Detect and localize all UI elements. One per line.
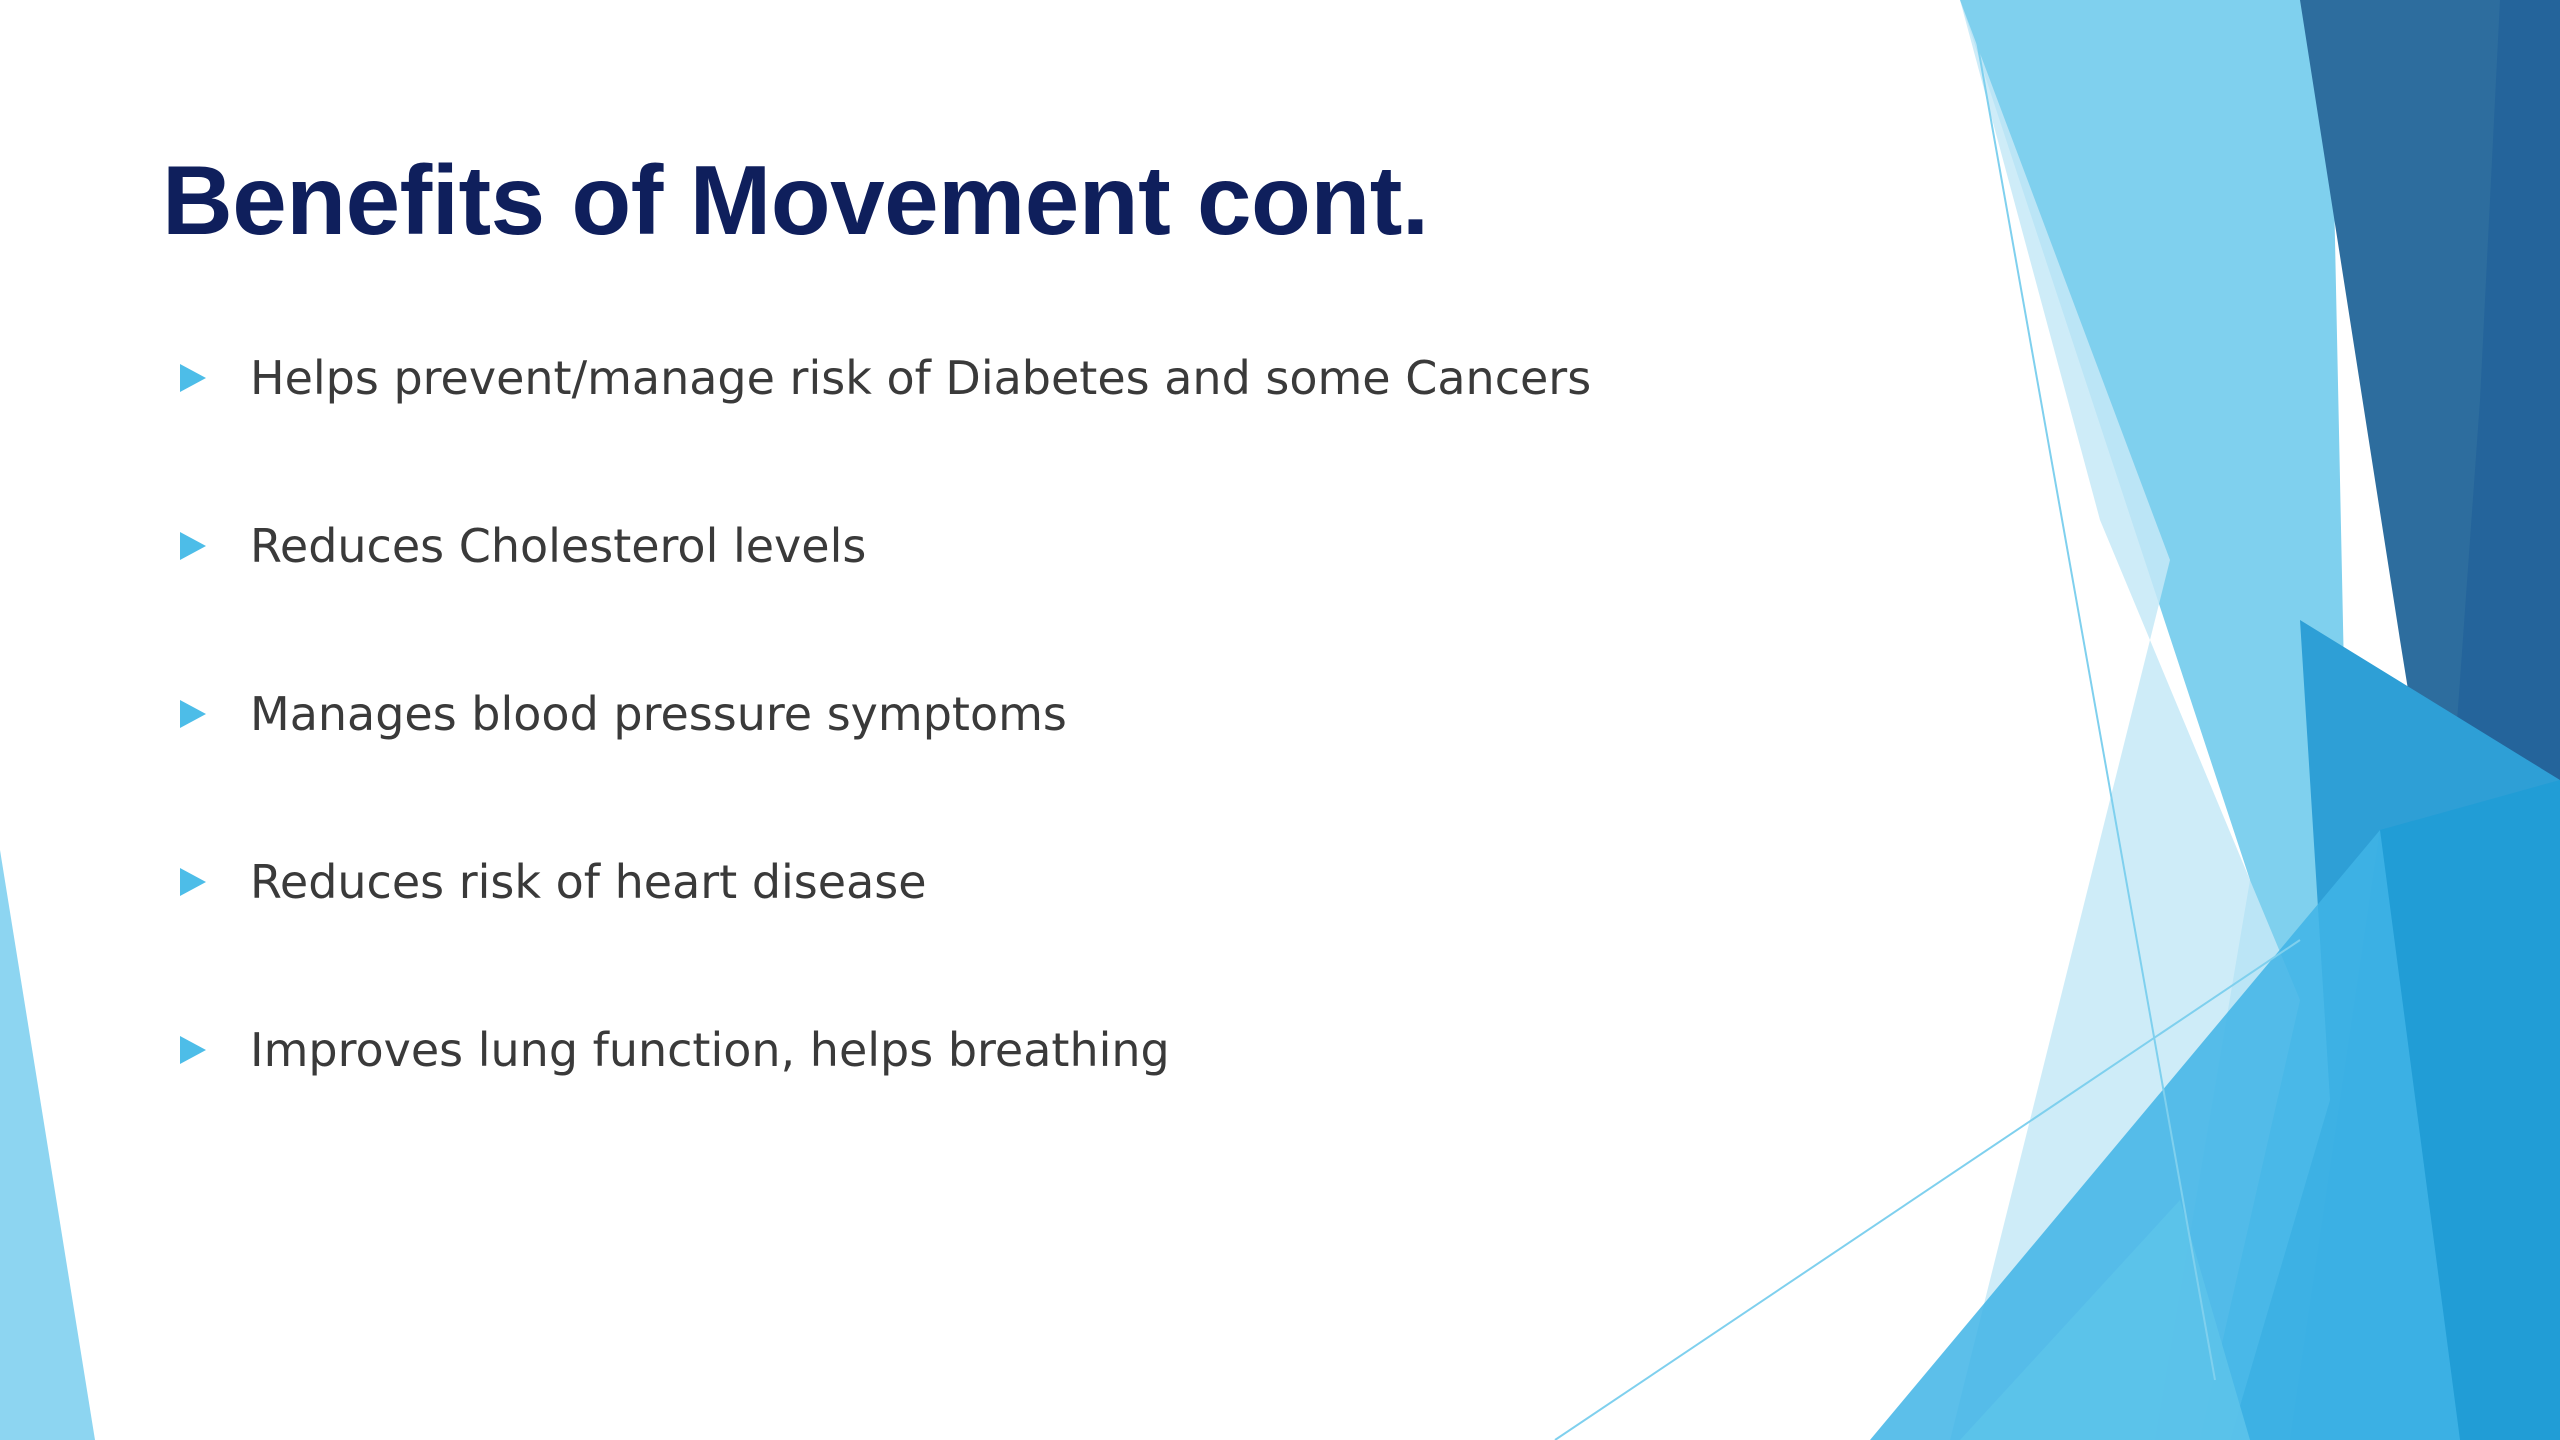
bullet-text: Helps prevent/manage risk of Diabetes and some Cancers <box>250 351 1592 405</box>
bullet-text: Improves lung function, helps breathing <box>250 1023 1170 1077</box>
bullet-item <box>176 1008 1591 1092</box>
bullet-item <box>176 672 1591 756</box>
bullet-text: Reduces Cholesterol levels <box>250 519 867 573</box>
left-accent-shape <box>0 850 95 1440</box>
bullet-item <box>176 840 1591 924</box>
bullet-text: Manages blood pressure symptoms <box>250 687 1067 741</box>
triangle-right-icon <box>176 529 210 563</box>
triangle-right-icon <box>176 361 210 395</box>
slide-title: Benefits of Movement cont. <box>162 145 1429 255</box>
bullet-list <box>176 336 1591 1176</box>
bullet-item <box>176 336 1591 420</box>
triangle-right-icon <box>176 1033 210 1067</box>
triangle-right-icon <box>176 697 210 731</box>
triangle-right-icon <box>176 865 210 899</box>
bullet-text: Reduces risk of heart disease <box>250 855 927 909</box>
bullet-item <box>176 504 1591 588</box>
